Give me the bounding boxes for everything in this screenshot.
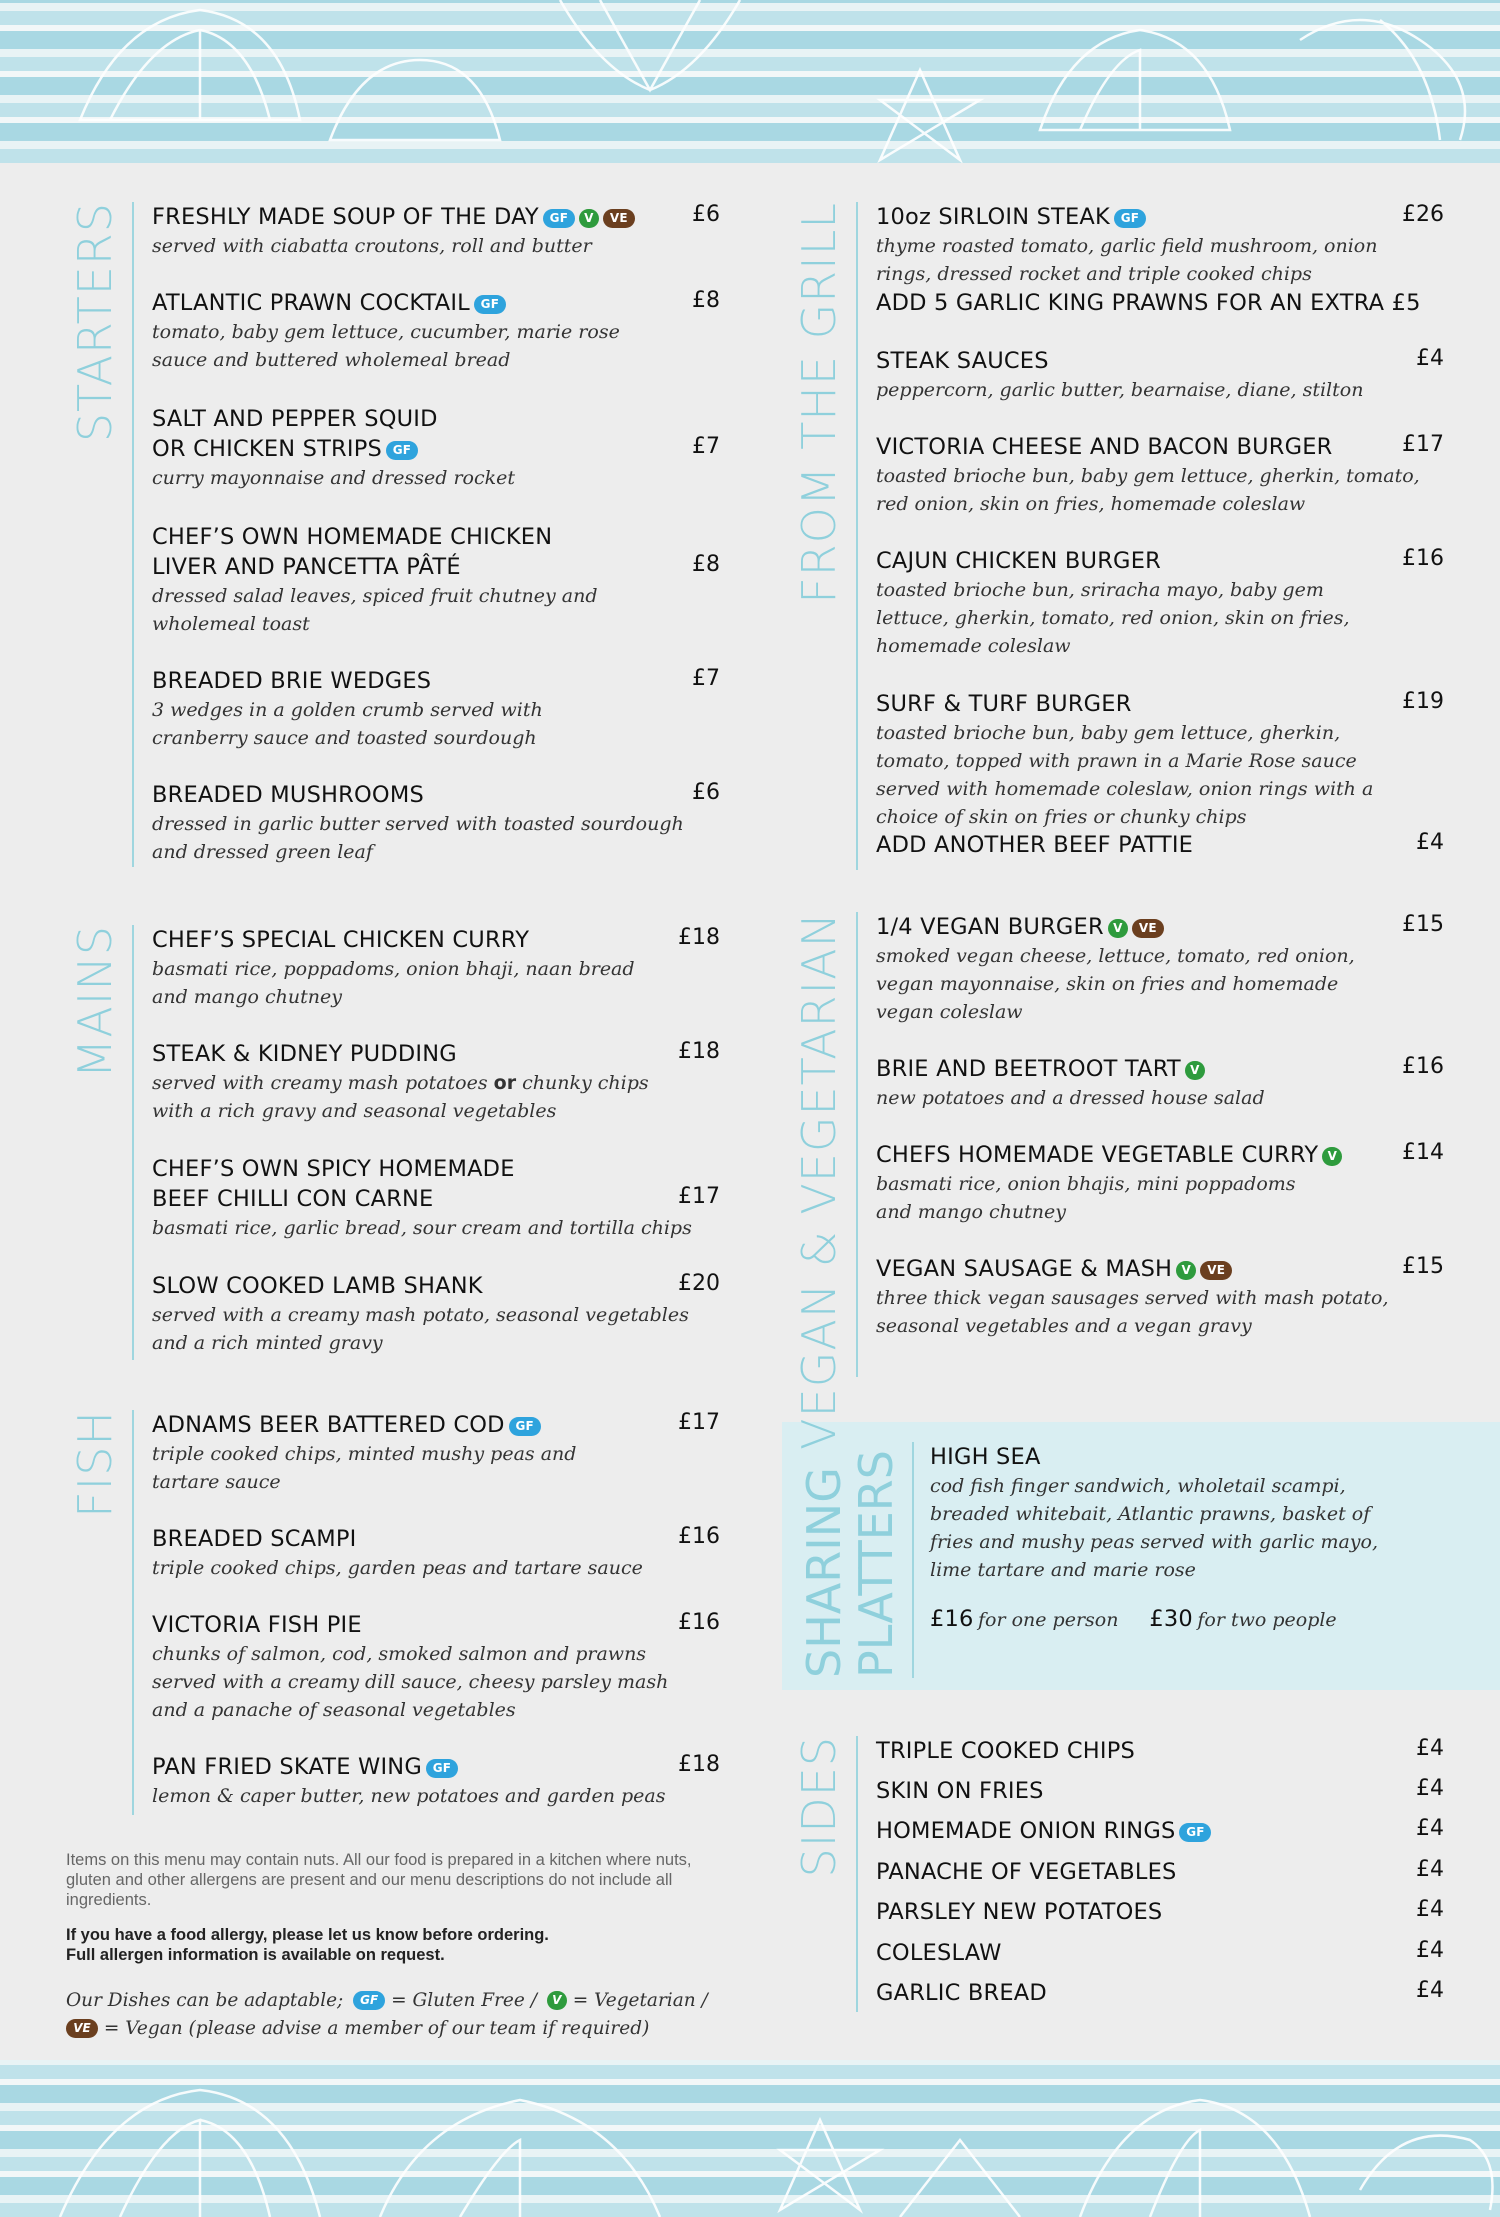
mains-section	[60, 925, 720, 1360]
menu-item-pate	[152, 522, 720, 638]
vegetarian-badge-icon: V	[1108, 919, 1128, 938]
item-description: triple cooked chips, minted mushy peas and tartare sauce	[152, 1443, 577, 1493]
menu-item-steak-kidney	[152, 1039, 720, 1125]
menu-item-cajun-burger	[876, 546, 1444, 660]
gluten-free-badge-icon: GF	[1179, 1823, 1211, 1842]
menu-item-scampi	[152, 1524, 720, 1582]
sides-title: SIDES	[792, 1736, 846, 1878]
item-name: ATLANTIC PRAWN COCKTAIL	[152, 290, 470, 316]
gluten-free-badge-icon: GF	[386, 441, 418, 460]
item-description: toasted brioche bun, baby gem lettuce, gherkin, tomato, topped with prawn in a Marie Rose sauce served with homemade coleslaw, onion rings with a choice of skin on fries or chunky chips	[876, 722, 1374, 828]
vegan-badge-icon: VE	[1132, 919, 1164, 938]
vegan-badge-icon: VE	[66, 2019, 98, 2038]
starters-section	[60, 202, 720, 867]
gluten-free-badge-icon: GF	[474, 295, 506, 314]
menu-item-battered-cod	[152, 1410, 720, 1496]
item-name-line1: CHEF’S OWN SPICY HOMEMADE	[152, 1156, 515, 1182]
item-price: £16	[678, 1610, 720, 1635]
side-item: TRIPLE COOKED CHIPS £4	[876, 1736, 1444, 1764]
item-description: served with ciabatta croutons, roll and butter	[152, 235, 592, 257]
item-name: STEAK & KIDNEY PUDDING	[152, 1041, 457, 1067]
item-price: £17	[1402, 432, 1444, 457]
menu-item-soup	[152, 202, 720, 260]
item-name: PAN FRIED SKATE WING	[152, 1754, 422, 1780]
item-description: lemon & caper butter, new potatoes and garden peas	[152, 1785, 666, 1807]
side-item: HOMEMADE ONION RINGS GF £4	[876, 1816, 1444, 1844]
item-description: dressed in garlic butter served with toasted sourdough and dressed green leaf	[152, 813, 684, 863]
item-description: basmati rice, poppadoms, onion bhaji, naan bread and mango chutney	[152, 958, 635, 1008]
item-name: BRIE AND BEETROOT TART	[876, 1056, 1181, 1082]
vegan-section	[784, 912, 1444, 1450]
item-name-line2: LIVER AND PANCETTA PÂTÉ	[152, 554, 461, 580]
gluten-free-badge-icon: GF	[509, 1417, 541, 1436]
menu-item-brie-tart	[876, 1054, 1444, 1112]
item-price: £6	[692, 780, 720, 805]
section-divider	[856, 1736, 858, 2012]
item-name: FRESHLY MADE SOUP OF THE DAY	[152, 204, 539, 230]
item-description: cod fish finger sandwich, wholetail scampi, breaded whitebait, Atlantic prawns, basket of fries and mushy peas served with garlic mayo, lime tartare and marie rose	[930, 1475, 1379, 1581]
gluten-free-badge-icon: GF	[1114, 209, 1146, 228]
item-description: thyme roasted tomato, garlic field mushroom, onion rings, dressed rocket and triple cooked chips	[876, 235, 1378, 285]
item-name: SURF & TURF BURGER	[876, 691, 1132, 717]
vegan-title: VEGAN & VEGETARIAN	[792, 912, 846, 1450]
menu-item-vegan-burger	[876, 912, 1444, 1026]
item-name: BREADED MUSHROOMS	[152, 782, 424, 808]
item-description: three thick vegan sausages served with mash potato, seasonal vegetables and a vegan gravy	[876, 1287, 1389, 1337]
menu-item-mushrooms	[152, 780, 720, 866]
item-name-line2: OR CHICKEN STRIPS	[152, 436, 382, 462]
item-description: triple cooked chips, garden peas and tartare sauce	[152, 1557, 643, 1579]
price-one-person: £16	[930, 1606, 974, 1632]
gluten-free-badge-icon: GF	[426, 1759, 458, 1778]
vegetarian-badge-icon: V	[547, 1991, 567, 2010]
item-description: toasted brioche bun, baby gem lettuce, gherkin, tomato, red onion, skin on fries, homemade coleslaw	[876, 465, 1420, 515]
section-divider	[132, 925, 134, 1360]
item-price: £18	[678, 1039, 720, 1064]
item-price: £19	[1402, 689, 1444, 714]
item-name: CHEFS HOMEMADE VEGETABLE CURRY	[876, 1142, 1319, 1168]
allergen-note: Items on this menu may contain nuts. All our food is prepared in a kitchen where nuts, gluten and other allergens are present and our menu descriptions do not include all ingredients.	[66, 1851, 692, 1909]
item-name: 1/4 VEGAN BURGER	[876, 914, 1104, 940]
allergy-warning: If you have a food allergy, please let us know before ordering. Full allergen information is available on request.	[66, 1926, 549, 1964]
menu-item-skate-wing	[152, 1752, 720, 1810]
bottom-seashell-banner	[0, 2060, 1500, 2217]
item-price: £6	[692, 202, 720, 227]
item-name: SLOW COOKED LAMB SHANK	[152, 1273, 483, 1299]
vegetarian-badge-icon: V	[579, 209, 599, 228]
item-name-line2: BEEF CHILLI CON CARNE	[152, 1186, 434, 1212]
top-seashell-banner	[0, 0, 1500, 163]
vegetarian-badge-icon: V	[1176, 1261, 1196, 1280]
menu-item-vegan-sausage	[876, 1254, 1444, 1340]
item-price: £15	[1402, 1254, 1444, 1279]
item-description: served with a creamy mash potato, seasonal vegetables and a rich minted gravy	[152, 1304, 689, 1354]
item-name: CAJUN CHICKEN BURGER	[876, 548, 1161, 574]
dietary-legend: Our Dishes can be adaptable; GF = Gluten Free / V = Vegetarian / VE = Vegan (please advise a member of our team if required)	[66, 1990, 708, 2039]
side-item: PANACHE OF VEGETABLES £4	[876, 1857, 1444, 1885]
section-divider	[856, 202, 858, 870]
seashell-pattern-icon	[0, 0, 1500, 163]
item-price: £18	[678, 925, 720, 950]
item-name: HIGH SEA	[930, 1444, 1041, 1470]
vegan-badge-icon: VE	[1200, 1261, 1232, 1280]
item-price: £16	[678, 1524, 720, 1549]
fish-section	[60, 1410, 720, 1815]
item-price: £16	[1402, 546, 1444, 571]
item-description: toasted brioche bun, sriracha mayo, baby gem lettuce, gherkin, tomato, red onion, skin on fries, homemade coleslaw	[876, 579, 1350, 657]
item-description: basmati rice, onion bhajis, mini poppadoms and mango chutney	[876, 1173, 1296, 1223]
menu-item-chilli	[152, 1154, 720, 1242]
menu-item-prawn-cocktail	[152, 288, 720, 374]
item-name: BREADED SCAMPI	[152, 1526, 357, 1552]
section-divider	[856, 912, 858, 1377]
side-item: PARSLEY NEW POTATOES £4	[876, 1897, 1444, 1925]
item-name: 10oz SIRLOIN STEAK	[876, 204, 1110, 230]
item-price: £20	[678, 1271, 720, 1296]
item-price: £16	[1402, 1054, 1444, 1079]
starters-title: STARTERS	[68, 202, 122, 443]
item-description: chunks of salmon, cod, smoked salmon and prawns served with a creamy dill sauce, cheesy parsley mash and a panache of seasonal vegetables	[152, 1643, 669, 1721]
item-description: smoked vegan cheese, lettuce, tomato, red onion, vegan mayonnaise, skin on fries and homemade vegan coleslaw	[876, 945, 1355, 1023]
sharing-section	[784, 1442, 1444, 1678]
menu-item-brie-wedges	[152, 666, 720, 752]
menu-item-extra-pattie	[876, 830, 1444, 860]
menu-item-cheese-bacon-burger	[876, 432, 1444, 518]
item-description: tomato, baby gem lettuce, cucumber, marie rose sauce and buttered wholemeal bread	[152, 321, 620, 371]
item-name: STEAK SAUCES	[876, 348, 1049, 374]
item-price: £18	[678, 1752, 720, 1777]
grill-title: FROM THE GRILL	[792, 202, 846, 604]
item-price: £8	[692, 552, 720, 577]
item-name: BREADED BRIE WEDGES	[152, 668, 432, 694]
item-name: ADD ANOTHER BEEF PATTIE	[876, 832, 1194, 858]
item-price: £15	[1402, 912, 1444, 937]
item-price: £4	[1416, 830, 1444, 855]
gluten-free-badge-icon: GF	[543, 209, 575, 228]
section-divider	[912, 1442, 914, 1678]
sharing-title: SHARING PLATTERS	[797, 1450, 903, 1678]
menu-item-high-sea	[930, 1442, 1444, 1634]
seashell-pattern-icon	[0, 2060, 1500, 2217]
vegetarian-badge-icon: V	[1185, 1061, 1205, 1080]
side-item: SKIN ON FRIES £4	[876, 1776, 1444, 1804]
side-item: GARLIC BREAD £4	[876, 1978, 1444, 2006]
menu-item-sirloin	[876, 202, 1444, 318]
item-description: 3 wedges in a golden crumb served with cranberry sauce and toasted sourdough	[152, 699, 543, 749]
vegetarian-badge-icon: V	[1322, 1147, 1342, 1166]
menu-item-steak-sauces	[876, 346, 1444, 404]
item-name-line1: CHEF’S OWN HOMEMADE CHICKEN	[152, 524, 553, 550]
item-name-line1: SALT AND PEPPER SQUID	[152, 406, 438, 432]
item-description: curry mayonnaise and dressed rocket	[152, 467, 516, 489]
price-two-people: £30	[1149, 1606, 1193, 1632]
item-price: £8	[692, 288, 720, 313]
item-price: £4	[1416, 346, 1444, 371]
menu-item-fish-pie	[152, 1610, 720, 1724]
item-description: dressed salad leaves, spiced fruit chutney and wholemeal toast	[152, 585, 598, 635]
sides-section	[784, 1736, 1444, 2012]
menu-item-lamb-shank	[152, 1271, 720, 1357]
menu-item-surf-turf-burger	[876, 689, 1444, 831]
fish-title: FISH	[68, 1410, 122, 1518]
item-name: ADNAMS BEER BATTERED COD	[152, 1412, 505, 1438]
menu-item-chicken-curry	[152, 925, 720, 1011]
section-divider	[132, 1410, 134, 1815]
item-name: VEGAN SAUSAGE & MASH	[876, 1256, 1173, 1282]
item-description: basmati rice, garlic bread, sour cream and tortilla chips	[152, 1217, 692, 1239]
item-price: £26	[1402, 202, 1444, 227]
grill-section	[784, 202, 1444, 870]
item-price: £17	[678, 1184, 720, 1209]
item-price: £7	[692, 434, 720, 459]
section-divider	[132, 202, 134, 867]
item-price: £7	[692, 666, 720, 691]
item-description: new potatoes and a dressed house salad	[876, 1087, 1265, 1109]
item-price: £14	[1402, 1140, 1444, 1165]
vegan-badge-icon: VE	[603, 209, 635, 228]
item-description: served with creamy mash potatoes or chunky chips with a rich gravy and seasonal vegetables	[152, 1072, 649, 1122]
sharing-prices: £16 for one person £30 for two people	[930, 1606, 1337, 1632]
mains-title: MAINS	[68, 925, 122, 1079]
item-name: VICTORIA CHEESE AND BACON BURGER	[876, 434, 1333, 460]
item-price: £17	[678, 1410, 720, 1435]
item-description: peppercorn, garlic butter, bearnaise, diane, stilton	[876, 379, 1364, 401]
menu-item-vegetable-curry	[876, 1140, 1444, 1226]
gluten-free-badge-icon: GF	[353, 1991, 385, 2010]
item-name: CHEF’S SPECIAL CHICKEN CURRY	[152, 927, 530, 953]
item-extra: ADD 5 GARLIC KING PRAWNS FOR AN EXTRA £5	[876, 290, 1421, 316]
menu-item-squid-chicken	[152, 404, 720, 492]
side-item: COLESLAW £4	[876, 1938, 1444, 1966]
item-name: VICTORIA FISH PIE	[152, 1612, 362, 1638]
